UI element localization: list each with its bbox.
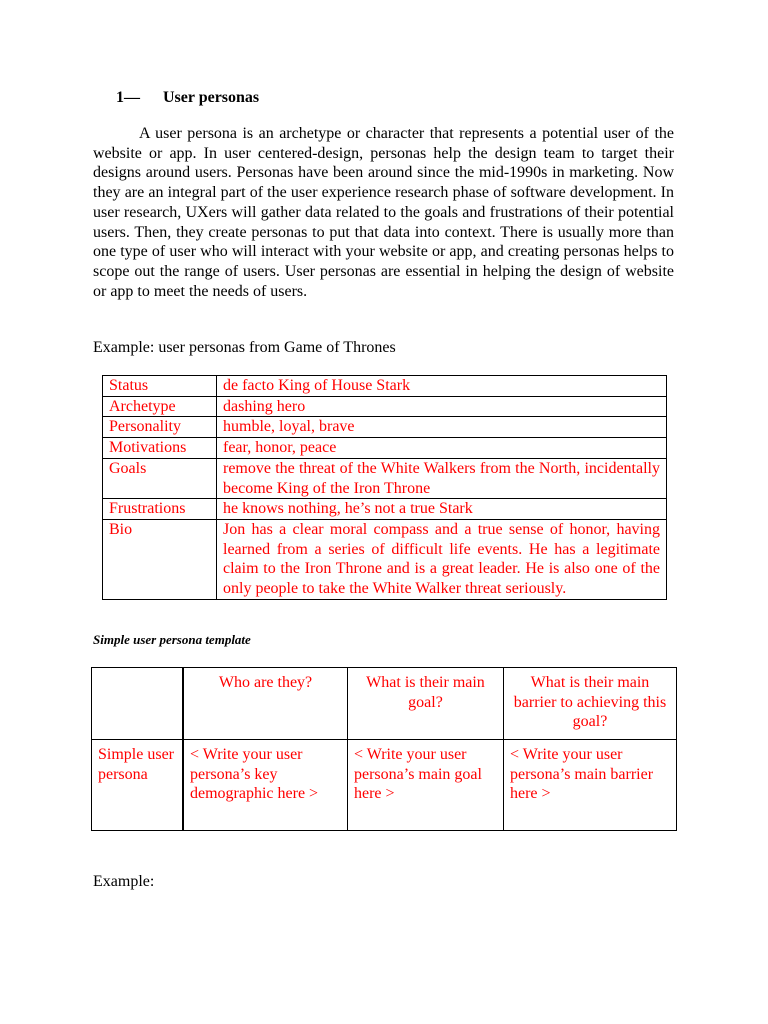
table-row	[103, 519, 667, 599]
table-row	[103, 376, 667, 397]
table-row	[103, 438, 667, 459]
table-row	[103, 417, 667, 438]
section-number: 1—	[116, 89, 140, 106]
persona-value-archetype: dashing hero	[217, 396, 667, 417]
template-cell-barrier: < Write your user persona’s main barrier here >	[504, 740, 677, 831]
template-caption: Simple user persona template	[93, 632, 251, 647]
table-row	[103, 499, 667, 520]
persona-label-frustrations: Frustrations	[103, 499, 217, 520]
template-header-empty	[92, 668, 184, 740]
template-header-row	[92, 668, 677, 740]
template-header-goal: What is their main goal?	[348, 668, 504, 740]
example-intro: Example: user personas from Game of Thrones	[93, 339, 396, 356]
persona-value-goals: remove the threat of the White Walkers from the North, incidentally become King of the Iron Throne	[217, 458, 667, 498]
persona-label-personality: Personality	[103, 417, 217, 438]
template-header-who: Who are they?	[183, 668, 348, 740]
persona-label-archetype: Archetype	[103, 396, 217, 417]
section-title: User personas	[163, 89, 260, 106]
template-header-barrier: What is their main barrier to achieving this goal?	[504, 668, 677, 740]
template-cell-goal: < Write your user persona’s main goal here >	[348, 740, 504, 831]
persona-value-bio: Jon has a clear moral compass and a true sense of honor, having learned from a series of difficult life events. He has a legitimate claim to the Iron Throne and is a great leader. He is also one of the only people to take the White Walker threat seriously.	[217, 519, 667, 599]
persona-label-status: Status	[103, 376, 217, 397]
template-body-row	[92, 740, 677, 831]
template-cell-demographic: < Write your user persona’s key demographic here >	[183, 740, 348, 831]
persona-value-personality: humble, loyal, brave	[217, 417, 667, 438]
persona-value-frustrations: he knows nothing, he’s not a true Stark	[217, 499, 667, 520]
persona-label-bio: Bio	[103, 519, 217, 599]
intro-paragraph: A user persona is an archetype or character that represents a potential user of the website or app. In user centered-design, personas help the design team to target their designs around users. Personas have been around since the mid-1990s in marketing. Now they are an integral part of the user experience research phase of software development. In user research, UXers will gather data related to the goals and frustrations of their potential users. Then, they create personas to put that data into context. There is usually more than one type of user who will interact with your website or app, and creating personas helps to scope out the range of users. User personas are essential in helping the design of website or app to meet the needs of users.	[93, 125, 674, 300]
persona-label-motivations: Motivations	[103, 438, 217, 459]
persona-value-status: de facto King of House Stark	[217, 376, 667, 397]
persona-value-motivations: fear, honor, peace	[217, 438, 667, 459]
persona-label-goals: Goals	[103, 458, 217, 498]
table-row	[103, 396, 667, 417]
template-row-label: Simple user persona	[92, 740, 184, 831]
persona-table	[102, 375, 667, 600]
persona-template-table	[91, 667, 677, 831]
table-row	[103, 458, 667, 498]
example-label: Example:	[93, 873, 155, 890]
section-heading	[116, 87, 259, 109]
